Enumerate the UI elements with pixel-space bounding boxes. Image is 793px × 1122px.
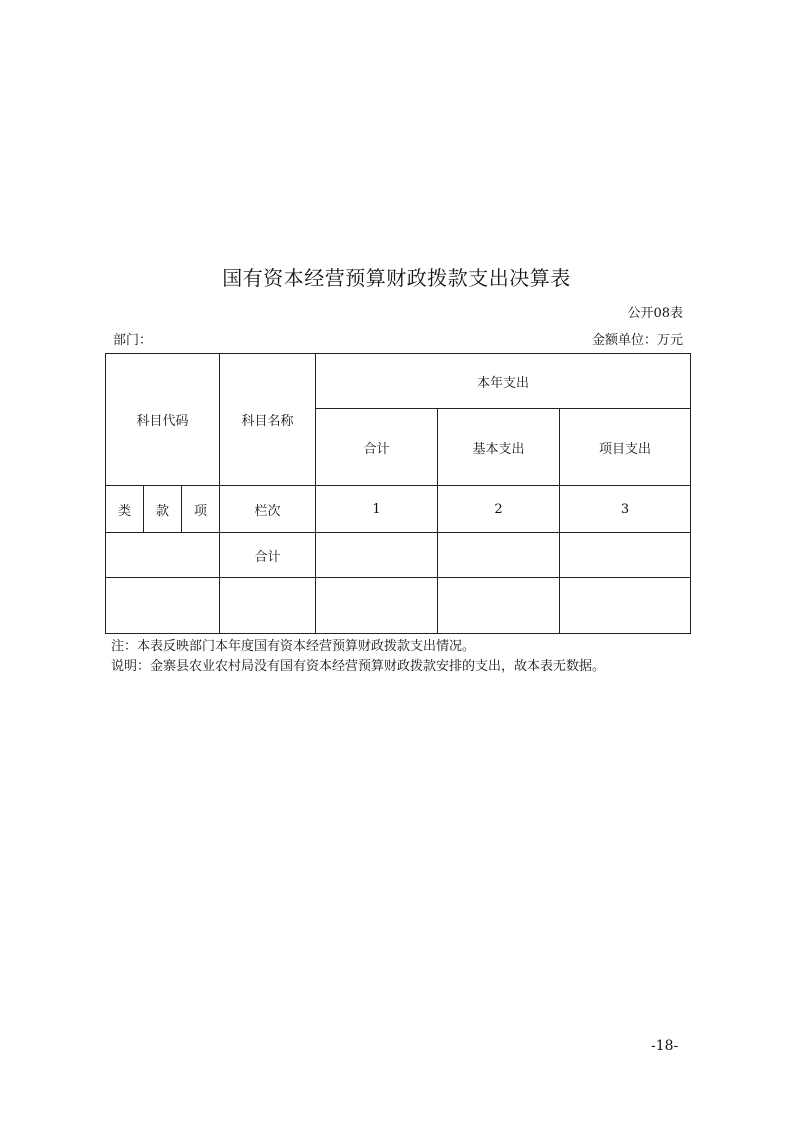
column-index-2: 2 [438,486,560,533]
table-row [106,578,691,634]
header-lei: 类 [106,486,144,533]
amount-unit-label: 金额单位：万元 [591,333,683,348]
total-row-basic-cell [438,533,560,578]
empty-basic-cell [438,578,560,634]
department-label: 部门： [113,333,153,348]
header-current-year-expense: 本年支出 [316,354,691,409]
table-header-row [106,354,691,409]
column-index-label: 栏次 [220,486,316,533]
total-row-code-cell [106,533,220,578]
empty-name-cell [220,578,316,634]
page-title: 国有资本经营预算财政拨款支出决算表 [222,266,571,290]
header-xiang: 项 [182,486,220,533]
header-subject-code: 科目代码 [106,354,220,486]
header-kuan: 款 [144,486,182,533]
note-line: 注：本表反映部门本年度国有资本经营预算财政拨款支出情况。 [111,639,476,654]
expenditure-table [105,353,691,634]
header-project-expense: 项目支出 [560,409,691,486]
form-number: 公开08表 [627,306,683,321]
empty-project-cell [560,578,691,634]
total-row-project-cell [560,533,691,578]
empty-code-cell [106,578,220,634]
empty-total-cell [316,578,438,634]
column-index-3: 3 [560,486,691,533]
page-number: -18- [651,1038,679,1054]
explanation-line: 说明：金寨县农业农村局没有国有资本经营预算财政拨款安排的支出，故本表无数据。 [111,659,606,674]
table-notes [111,637,605,677]
total-row-total-cell [316,533,438,578]
column-index-1: 1 [316,486,438,533]
header-subject-name: 科目名称 [220,354,316,486]
header-basic-expense: 基本支出 [438,409,560,486]
column-index-row [106,486,691,533]
total-row [106,533,691,578]
total-row-label: 合计 [220,533,316,578]
header-total: 合计 [316,409,438,486]
